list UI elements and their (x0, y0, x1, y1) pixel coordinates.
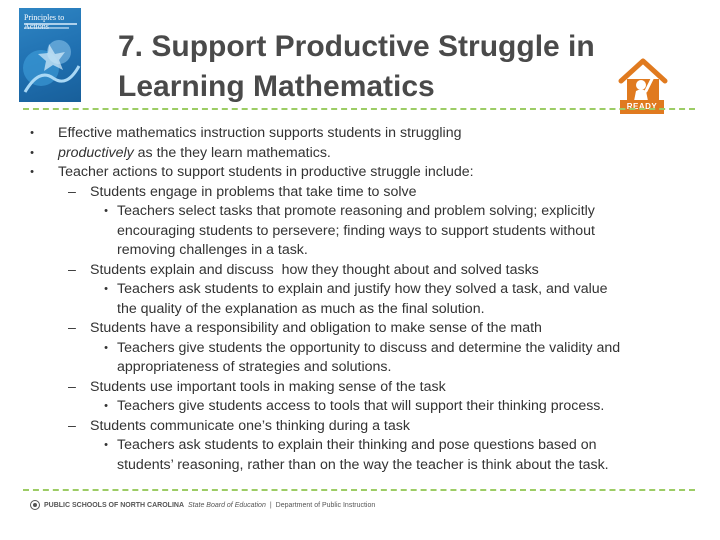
cover-subtitle-line (24, 27, 69, 29)
sub-bullet-item (26, 183, 706, 203)
bullet-continuation: encouraging students to persevere; finding ways to support students without (117, 222, 595, 239)
sub-bullet-item (26, 261, 706, 281)
sub-sub-bullet-text: Teachers give students the opportunity to discuss and determine the validity and (117, 339, 621, 356)
dash-icon: – (68, 261, 76, 278)
footer-dept: Department of Public Instruction (275, 501, 376, 509)
footer-board: State Board of Education (188, 501, 266, 509)
bullet-item (26, 124, 706, 144)
sub-sub-bullet-item (26, 397, 706, 417)
bullet-continuation: students’ reasoning, rather than on the way the teacher is think about the task. (117, 456, 609, 473)
bullet-item (26, 144, 706, 164)
bullet-dot-icon: • (30, 146, 34, 159)
ready-logo-label: READY (620, 100, 664, 114)
bullet-text: Teacher actions to support students in productive struggle include: (58, 164, 474, 180)
cover-subtitle-line (24, 23, 77, 25)
footer-org: PUBLIC SCHOOLS OF NORTH CAROLINA (44, 501, 184, 509)
header-divider (23, 108, 695, 110)
bullet-dot-icon: • (104, 400, 108, 412)
footer-separator: | (269, 501, 272, 509)
dash-icon: – (68, 183, 76, 200)
sub-sub-bullet-text: Teachers give students access to tools that will support their thinking process. (117, 398, 605, 414)
bullet-dot-icon: • (104, 439, 108, 451)
slide-title-line-1: 7. Support Productive Struggle in (118, 30, 595, 63)
bullet-continuation: the quality of the explanation as much as the final solution. (117, 300, 485, 317)
cover-title: Principles to (24, 13, 65, 22)
sub-bullet-item (26, 319, 706, 339)
bullet-item (26, 163, 706, 183)
sub-sub-bullet-text: Teachers select tasks that promote reasoning and problem solving; explicitly (117, 203, 595, 219)
sub-sub-bullet-item (26, 280, 706, 300)
sub-sub-bullet-text: Teachers ask students to explain and justify how they solved a task, and value (117, 281, 608, 297)
footer-divider (23, 489, 695, 491)
dash-icon: – (68, 320, 76, 336)
slide-title-line-2: Learning Mathematics (118, 70, 435, 103)
footer-branding (30, 499, 375, 511)
sub-bullet-text: Students have a responsibility and obligation to make sense of the math (90, 320, 542, 336)
bullet-dot-icon: • (104, 283, 108, 295)
bullet-dot-icon: • (104, 205, 108, 217)
sub-sub-bullet-item (26, 202, 706, 222)
sub-bullet-text: Students communicate one’s thinking during a task (90, 417, 410, 434)
bullet-dot-icon: • (30, 166, 34, 178)
state-seal-icon (30, 500, 40, 510)
book-cover-image (19, 8, 81, 102)
slide-title (118, 27, 698, 107)
sub-sub-bullet-text: Teachers ask students to explain their thinking and pose questions based on (117, 437, 597, 453)
bullet-continuation: removing challenges in a task. (117, 242, 308, 258)
bullet-continuation: appropriateness of strategies and solutions. (117, 359, 392, 375)
bullet-text: as the they learn mathematics. (133, 144, 331, 161)
bullet-text: Effective mathematics instruction supports students in struggling (58, 125, 462, 141)
slide-body (26, 124, 706, 475)
sub-sub-bullet-item (26, 339, 706, 359)
sub-bullet-text: Students engage in problems that take time to solve (90, 183, 417, 200)
dash-icon: – (68, 417, 76, 434)
bullet-dot-icon: • (30, 127, 34, 139)
sub-bullet-text: Students explain and discuss how they thought about and solved tasks (90, 261, 539, 278)
dash-icon: – (68, 378, 76, 395)
bullet-dot-icon: • (104, 341, 108, 354)
bullet-emphasis: productively (58, 144, 134, 161)
sub-sub-bullet-item (26, 436, 706, 456)
sub-bullet-item (26, 378, 706, 398)
sub-bullet-text: Students use important tools in making sense of the task (90, 378, 446, 395)
sub-bullet-item (26, 417, 706, 437)
